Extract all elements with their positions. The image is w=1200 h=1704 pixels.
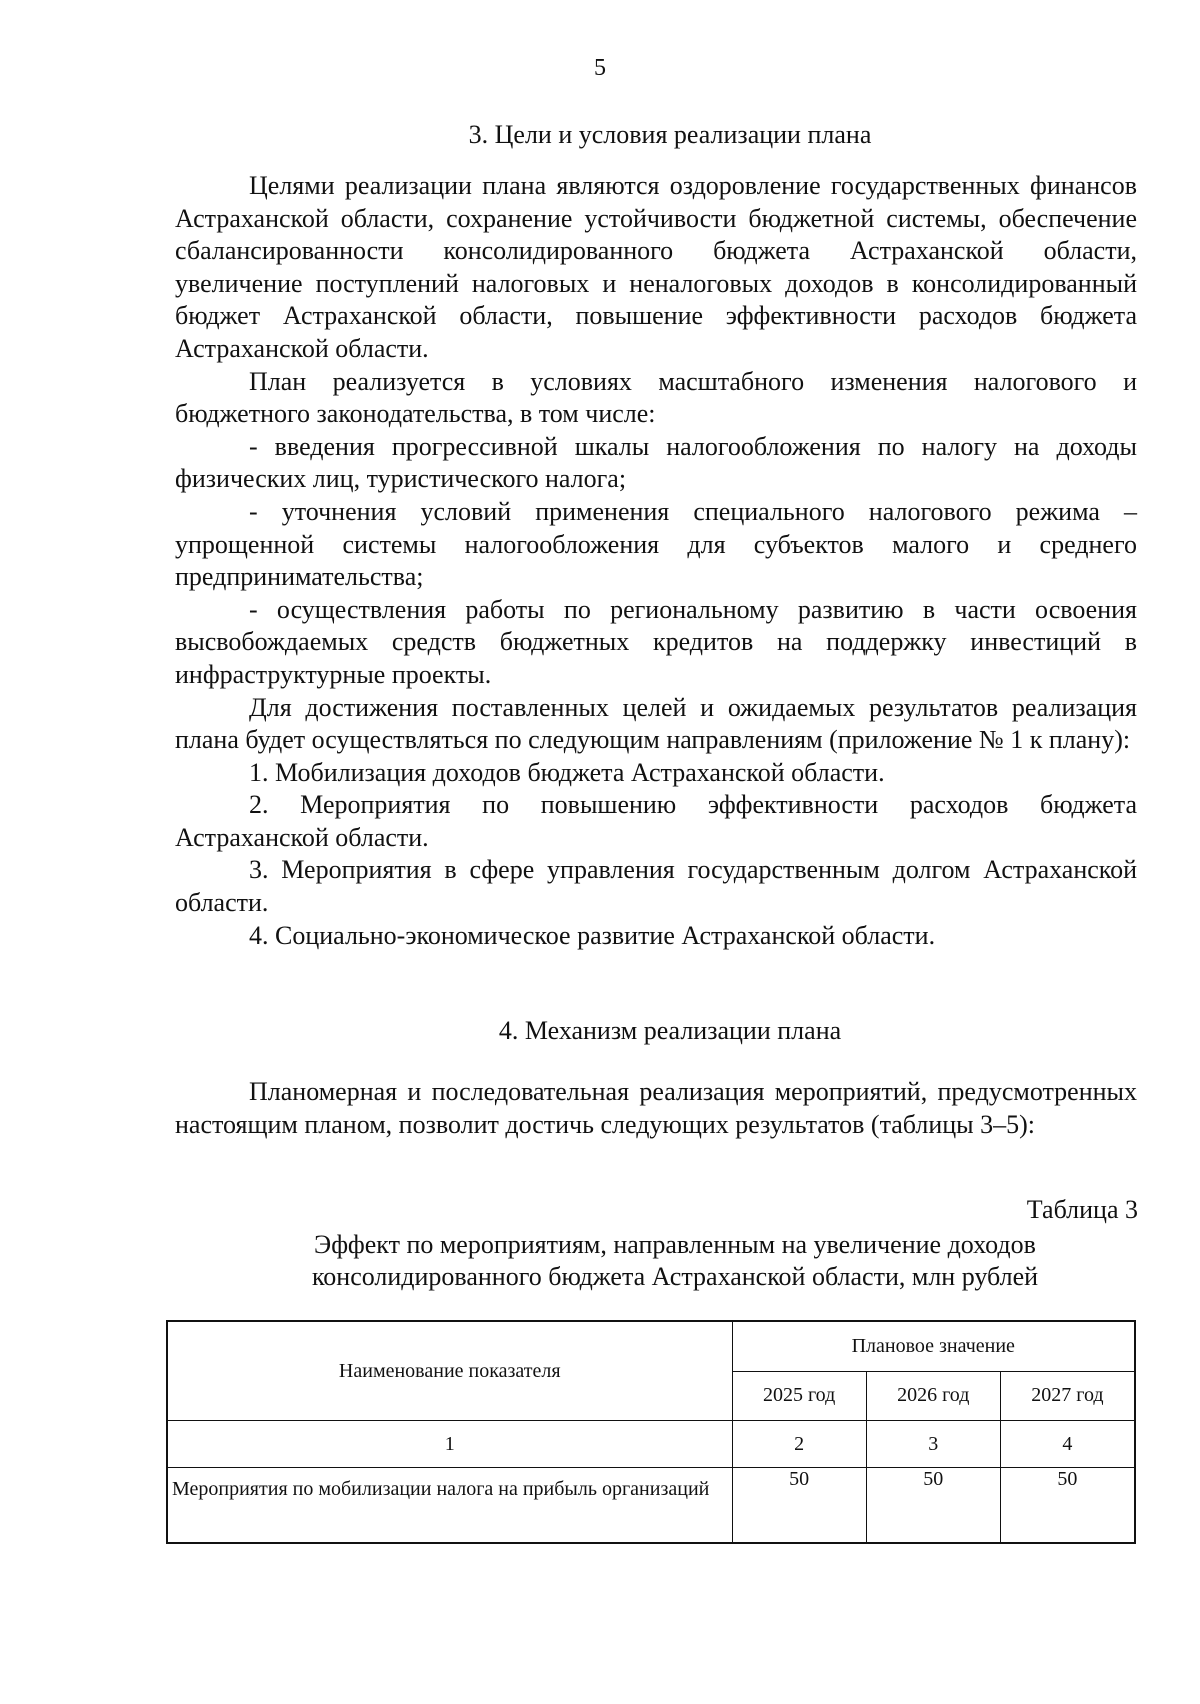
table-label: Таблица 3 xyxy=(1026,1195,1138,1224)
column-number: 1 xyxy=(167,1421,732,1468)
list-item: - осуществления работы по региональному развитию в части освоения высвобождаемых средств бюджетных кредитов на поддержку инвестиций в инфраструктурные проекты. xyxy=(175,594,1137,689)
table-row xyxy=(167,1468,1135,1544)
list-item: - введения прогрессивной шкалы налогообложения по налогу на доходы физических лиц, туристического налога; xyxy=(175,431,1137,494)
column-number: 4 xyxy=(1000,1421,1135,1468)
list-item: 1. Мобилизация доходов бюджета Астраханской области. xyxy=(249,757,885,787)
header-year: 2027 год xyxy=(1000,1371,1135,1421)
table-title: Эффект по мероприятиям, направленным на увеличение доходов консолидированного бюджета Астраханской области, млн рублей xyxy=(311,1230,1039,1291)
paragraph: Целями реализации плана являются оздоровление государственных финансов Астраханской области, сохранение устойчивости бюджетной системы, обеспечение сбалансированности консолидированного бюджета Астраханской области, увеличение поступлений налоговых и неналоговых доходов в консолидированный бюджет Астраханской области, повышение эффективности расходов бюджета Астраханской области. xyxy=(175,171,1137,363)
header-year: 2025 год xyxy=(732,1371,866,1421)
page-number: 5 xyxy=(594,55,606,81)
list-item: 4. Социально-экономическое развитие Астраханской области. xyxy=(249,920,936,950)
paragraph: Планомерная и последовательная реализация мероприятий, предусмотренных настоящим планом, позволит достичь следующих результатов (таблицы 3–5): xyxy=(175,1077,1137,1139)
section-4-body xyxy=(175,1076,1137,1141)
row-value: 50 xyxy=(1000,1468,1135,1544)
paragraph: Для достижения поставленных целей и ожидаемых результатов реализация плана будет осуществляться по следующим направлениям (приложение № 1 к плану): xyxy=(175,692,1137,755)
row-value: 50 xyxy=(866,1468,1000,1544)
column-number: 2 xyxy=(732,1421,866,1468)
row-name: Мероприятия по мобилизации налога на прибыль организаций xyxy=(167,1468,732,1544)
section-4-title: 4. Механизм реализации плана xyxy=(498,1016,842,1045)
section-3-body xyxy=(175,170,1137,952)
table-3 xyxy=(166,1320,1136,1544)
list-item: - уточнения условий применения специального налогового режима – упрощенной системы налогообложения для субъектов малого и среднего предпринимательства; xyxy=(175,496,1137,592)
header-year: 2026 год xyxy=(866,1371,1000,1421)
column-number: 3 xyxy=(866,1421,1000,1468)
header-planned-value: Плановое значение xyxy=(732,1321,1135,1371)
row-value: 50 xyxy=(732,1468,866,1544)
paragraph: План реализуется в условиях масштабного изменения налогового и бюджетного законодательства, в том числе: xyxy=(175,366,1137,429)
column-numbers-row xyxy=(167,1421,1135,1468)
header-indicator-name: Наименование показателя xyxy=(167,1321,732,1421)
list-item: 3. Мероприятия в сфере управления государственным долгом Астраханской области. xyxy=(175,855,1137,918)
section-3-title: 3. Цели и условия реализации плана xyxy=(468,120,872,149)
list-item: 2. Мероприятия по повышению эффективности расходов бюджета Астраханской области. xyxy=(175,790,1137,852)
